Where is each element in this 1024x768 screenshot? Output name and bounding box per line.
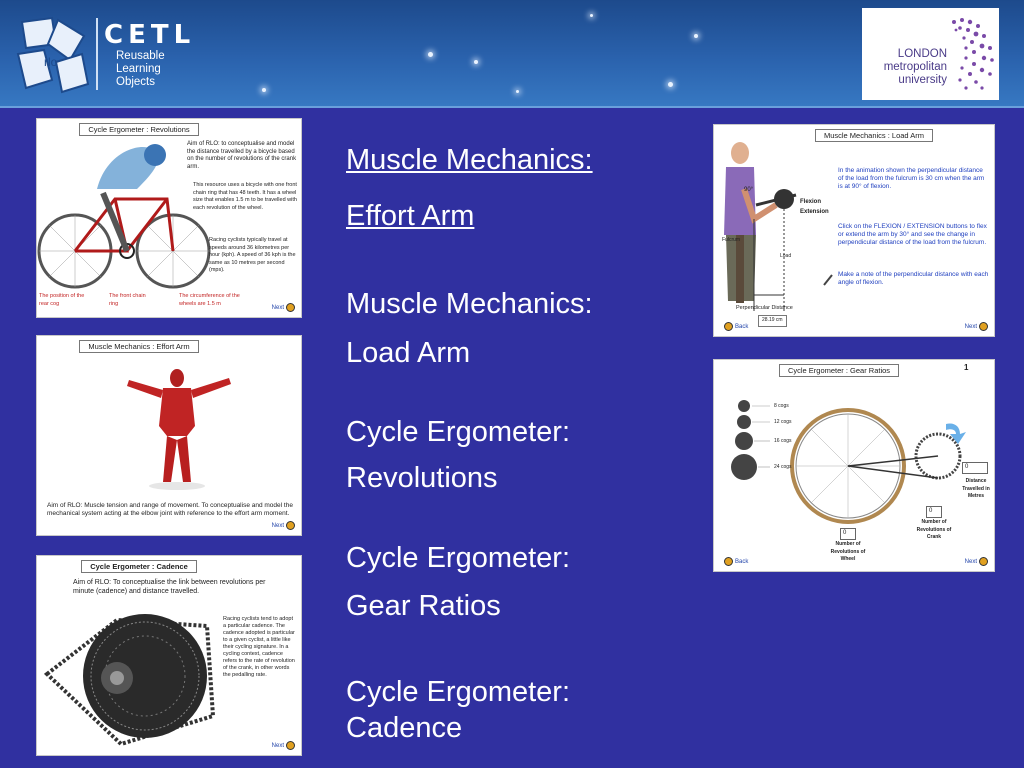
next-button[interactable]: Next [272,521,295,530]
label-front-chainring: The front chain ring [109,293,146,307]
thumbnail-cadence[interactable] [36,555,302,756]
crank-revolutions-field: 0 [926,506,942,518]
lmu-logo [862,8,999,100]
star-sparkle [474,60,478,64]
item-cadence-line2: Cadence [346,712,463,744]
star-sparkle [516,90,519,93]
thumbnail-revolutions[interactable] [36,118,302,318]
revolutions-speed: Racing cyclists typically travel at speeds around 36 kilometres per hour (kph). A speed of 36 kph is the same as 10 metres per second (mps). [209,237,296,273]
cetl-subtitle-line: Learning [116,63,161,75]
cog-label: 24 cogs [774,464,792,470]
star-sparkle [262,88,266,92]
crank-revolutions-label: Number of Revolutions of Crank [916,519,952,540]
next-button[interactable]: Next [272,741,295,750]
item-load-arm-line1: Muscle Mechanics: [346,288,593,320]
thumbnail-effort-arm[interactable] [36,335,302,536]
item-cadence-line1: Cycle Ergometer: [346,676,571,708]
item-load-arm-line2: Load Arm [346,337,471,369]
hyperlink-effort-arm[interactable]: Muscle Mechanics: [346,144,593,176]
revolutions-note: This resource uses a bicycle with one front chain ring that has 48 teeth. It has a wheel size that enables 1.5 m to be travelled with each revolution of the wheel. [193,182,297,211]
back-button[interactable]: Back [724,322,748,331]
star-sparkle [590,14,593,17]
load-arm-para1: In the animation shown the perpendicular distance of the load from the fulcrum is 30 cm when the arm is at 90° of flexion. [838,167,985,190]
logo-divider [96,18,98,90]
effort-arm-aim: Aim of RLO: Muscle tension and range of movement. To conceptualise and model the mechanical system acting at the elbow joint with reference to the effort arm moment. [47,502,293,517]
pencil-icon [822,273,834,287]
thumbnail-title: Cycle Ergometer : Gear Ratios [713,366,994,375]
distance-field: 0 [962,462,988,474]
hyperlink-effort-arm[interactable]: Effort Arm [346,200,475,232]
link-effort-arm-line2[interactable] [346,200,474,233]
star-sparkle [668,82,673,87]
page-number: 1 [964,363,969,372]
revolutions-aim: Aim of RLO: to conceptualise and model the distance travelled by a bicycle based on the number of revolutions of the crank arm. [187,141,297,170]
cetl-logo-text: rlo [44,55,58,69]
item-gear-ratios-line1: Cycle Ergometer: [346,542,571,574]
header-banner [0,0,1024,108]
load-arm-para2: Click on the FLEXION / EXTENSION buttons to flex or extend the arm by 30° and see the change in perpendicular distance of the load from the fulcrum. [838,223,987,246]
back-button[interactable]: Back [724,557,748,566]
next-button[interactable]: Next [272,303,295,312]
cetl-recycle-logo [12,14,92,96]
wheel-revolutions-label: Number of Revolutions of Wheel [830,541,866,562]
next-button[interactable]: Next [965,322,988,331]
cetl-subtitle-line: Objects [116,76,155,88]
distance-readout: 28.19 cm [758,315,787,327]
angle-label: 90° [744,187,754,193]
cog-label: 8 cogs [774,403,789,409]
cetl-title: CETL [104,20,196,50]
next-button[interactable]: Next [965,557,988,566]
star-sparkle [694,34,698,38]
label-rear-cog: The position of the rear cog [39,293,85,307]
lmu-logo-line: university [898,74,947,86]
fulcrum-label: Fulcrum [722,237,741,243]
cadence-aim: Aim of RLO: To conceptualise the link between revolutions per minute (cadence) and distance travelled. [73,579,266,595]
extension-button[interactable]: Extension [800,209,829,215]
lmu-dots-icon [862,8,999,100]
item-gear-ratios-line2: Gear Ratios [346,590,501,622]
thumbnail-gear-ratios[interactable] [713,359,995,572]
label-wheel-circumference: The circumference of the wheels are 1.5 m [179,293,240,307]
thumbnail-title: Muscle Mechanics : Load Arm [754,131,994,140]
load-arm-para3: Make a note of the perpendicular distance with each angle of flexion. [838,271,989,286]
cetl-subtitle-line: Reusable [116,50,165,62]
cog-label: 16 cogs [774,438,792,444]
thumbnail-load-arm[interactable] [713,124,995,337]
item-revolutions-line1: Cycle Ergometer: [346,416,571,448]
star-sparkle [428,52,433,57]
lmu-logo-line: LONDON [897,48,947,60]
thumbnail-title: Cycle Ergometer : Revolutions [36,125,301,134]
distance-label: Distance Travelled in Metres [962,478,990,499]
item-revolutions-line2: Revolutions [346,462,498,494]
link-effort-arm-line1[interactable] [346,144,593,177]
thumbnail-title: Cycle Ergometer : Cadence [36,562,301,571]
perpendicular-distance-label: Perpendicular Distance [736,305,793,311]
load-label: Load [780,253,792,259]
thumbnail-title: Muscle Mechanics : Effort Arm [36,342,301,351]
cetl-subtitle [116,50,165,89]
wheel-revolutions-field: 0 [840,528,856,540]
lmu-logo-line: metropolitan [883,61,947,73]
cadence-description: Racing cyclists tend to adopt a particular cadence. The cadence adopted is particular to a given cyclist, a little like their cycling signature. In a cycling context, cadence refers to the rate of revolution of the crank, in other words the pedalling rate. [223,616,295,678]
flexion-button[interactable]: Flexion [800,199,822,205]
cog-label: 12 cogs [774,419,792,425]
